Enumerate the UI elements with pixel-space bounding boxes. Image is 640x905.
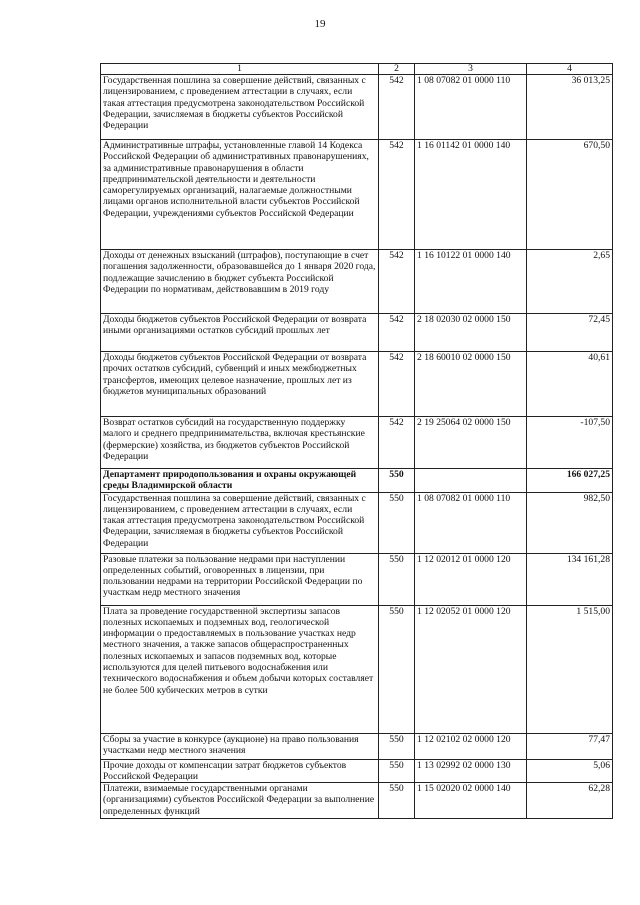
row-amount: 62,28 [527, 783, 613, 819]
column-header-3: 3 [415, 64, 527, 75]
row-amount: 36 013,25 [527, 75, 613, 140]
table-row [101, 733, 613, 759]
column-header-1: 1 [101, 64, 379, 75]
table-row-department [101, 469, 613, 493]
row-description: Государственная пошлина за совершение действий, связанных с лицензированием, с проведением аттестации в случаях, если такая аттестация предусмотрена законодательством Российской Федерации, зачисляемая в бюджеты субъектов Российской Федерации [101, 492, 379, 553]
row-description: Административные штрафы, установленные главой 14 Кодекса Российской Федерации об административных правонарушениях, за административные правонарушения в области предпринимательской деятельности и деятельности саморегулируемых организаций, налагаемые должностными лицами органов исполнительной власти субъектов Российской Федерации, учреждениями субъектов Российской Федерации [101, 140, 379, 250]
row-amount: 77,47 [527, 733, 613, 759]
column-header-4: 4 [527, 64, 613, 75]
row-amount: 982,50 [527, 492, 613, 553]
row-description: Платежи, взимаемые государственными органами (организациями) субъектов Российской Федерации за выполнение определенных функций [101, 783, 379, 819]
row-amount: 72,45 [527, 314, 613, 352]
page-number: 19 [314, 18, 326, 30]
row-description: Сборы за участие в конкурсе (аукционе) на право пользования участками недр местного значения [101, 733, 379, 759]
row-admin-code: 542 [379, 75, 415, 140]
row-admin-code: 550 [379, 759, 415, 783]
table-body [101, 75, 613, 819]
row-admin-code: 542 [379, 140, 415, 250]
table-row [101, 314, 613, 352]
row-budget-code: 1 12 02052 01 0000 120 [415, 605, 527, 733]
budget-revenue-table [100, 63, 613, 819]
row-description: Доходы от денежных взысканий (штрафов), поступающие в счет погашения задолженности, образовавшейся до 1 января 2020 года, подлежащие зачислению в бюджет субъекта Российской Федерации по нормативам, действовавшим в 2019 году [101, 250, 379, 314]
row-description: Разовые платежи за пользование недрами при наступлении определенных событий, оговоренных в лицензии, при пользовании недрами на территории Российской Федерации по участкам недр местного значения [101, 553, 379, 605]
row-description: Прочие доходы от компенсации затрат бюджетов субъектов Российской Федерации [101, 759, 379, 783]
row-admin-code: 550 [379, 492, 415, 553]
column-number-row [101, 64, 613, 75]
row-admin-code: 542 [379, 352, 415, 417]
table-row [101, 250, 613, 314]
row-amount: 670,50 [527, 140, 613, 250]
row-admin-code: 550 [379, 783, 415, 819]
row-amount: 5,06 [527, 759, 613, 783]
row-amount: 166 027,25 [527, 469, 613, 493]
row-budget-code: 1 16 10122 01 0000 140 [415, 250, 527, 314]
table-row [101, 75, 613, 140]
row-description: Доходы бюджетов субъектов Российской Федерации от возврата прочих остатков субсидий, субвенций и иных межбюджетных трансфертов, имеющих целевое назначение, прошлых лет из бюджетов муниципальных образований [101, 352, 379, 417]
table-row [101, 417, 613, 469]
row-admin-code: 550 [379, 605, 415, 733]
row-description: Департамент природопользования и охраны окружающей среды Владимирской области [101, 469, 379, 493]
row-admin-code: 550 [379, 733, 415, 759]
row-budget-code [415, 469, 527, 493]
row-amount: 2,65 [527, 250, 613, 314]
row-amount: 40,61 [527, 352, 613, 417]
row-amount: 134 161,28 [527, 553, 613, 605]
row-admin-code: 542 [379, 417, 415, 469]
row-budget-code: 1 13 02992 02 0000 130 [415, 759, 527, 783]
row-budget-code: 1 16 01142 01 0000 140 [415, 140, 527, 250]
table-row [101, 783, 613, 819]
column-header-2: 2 [379, 64, 415, 75]
table-row [101, 140, 613, 250]
row-description: Доходы бюджетов субъектов Российской Федерации от возврата иными организациями остатков субсидий прошлых лет [101, 314, 379, 352]
row-description: Возврат остатков субсидий на государственную поддержку малого и среднего предпринимательства, включая крестьянские (фермерские) хозяйства, из бюджетов субъектов Российской Федерации [101, 417, 379, 469]
row-budget-code: 2 19 25064 02 0000 150 [415, 417, 527, 469]
table-row [101, 492, 613, 553]
row-budget-code: 1 08 07082 01 0000 110 [415, 492, 527, 553]
table-row [101, 553, 613, 605]
table-row [101, 605, 613, 733]
row-budget-code: 2 18 02030 02 0000 150 [415, 314, 527, 352]
row-amount: 1 515,00 [527, 605, 613, 733]
row-budget-code: 2 18 60010 02 0000 150 [415, 352, 527, 417]
row-budget-code: 1 15 02020 02 0000 140 [415, 783, 527, 819]
row-amount: -107,50 [527, 417, 613, 469]
row-budget-code: 1 12 02012 01 0000 120 [415, 553, 527, 605]
row-admin-code: 550 [379, 553, 415, 605]
table-row [101, 352, 613, 417]
table-row [101, 759, 613, 783]
row-budget-code: 1 12 02102 02 0000 120 [415, 733, 527, 759]
row-budget-code: 1 08 07082 01 0000 110 [415, 75, 527, 140]
row-admin-code: 542 [379, 250, 415, 314]
row-description: Плата за проведение государственной экспертизы запасов полезных ископаемых и подземных вод, геологической информации о предоставляемых в пользование участках недр местного значения, а также запасов общераспространенных полезных ископаемых и запасов подземных вод, которые используются для целей питьевого водоснабжения или технического водоснабжения и объем добычи которых составляет не более 500 кубических метров в сутки [101, 605, 379, 733]
row-description: Государственная пошлина за совершение действий, связанных с лицензированием, с проведением аттестации в случаях, если такая аттестация предусмотрена законодательством Российской Федерации, зачисляемая в бюджеты субъектов Российской Федерации [101, 75, 379, 140]
row-admin-code: 550 [379, 469, 415, 493]
row-admin-code: 542 [379, 314, 415, 352]
